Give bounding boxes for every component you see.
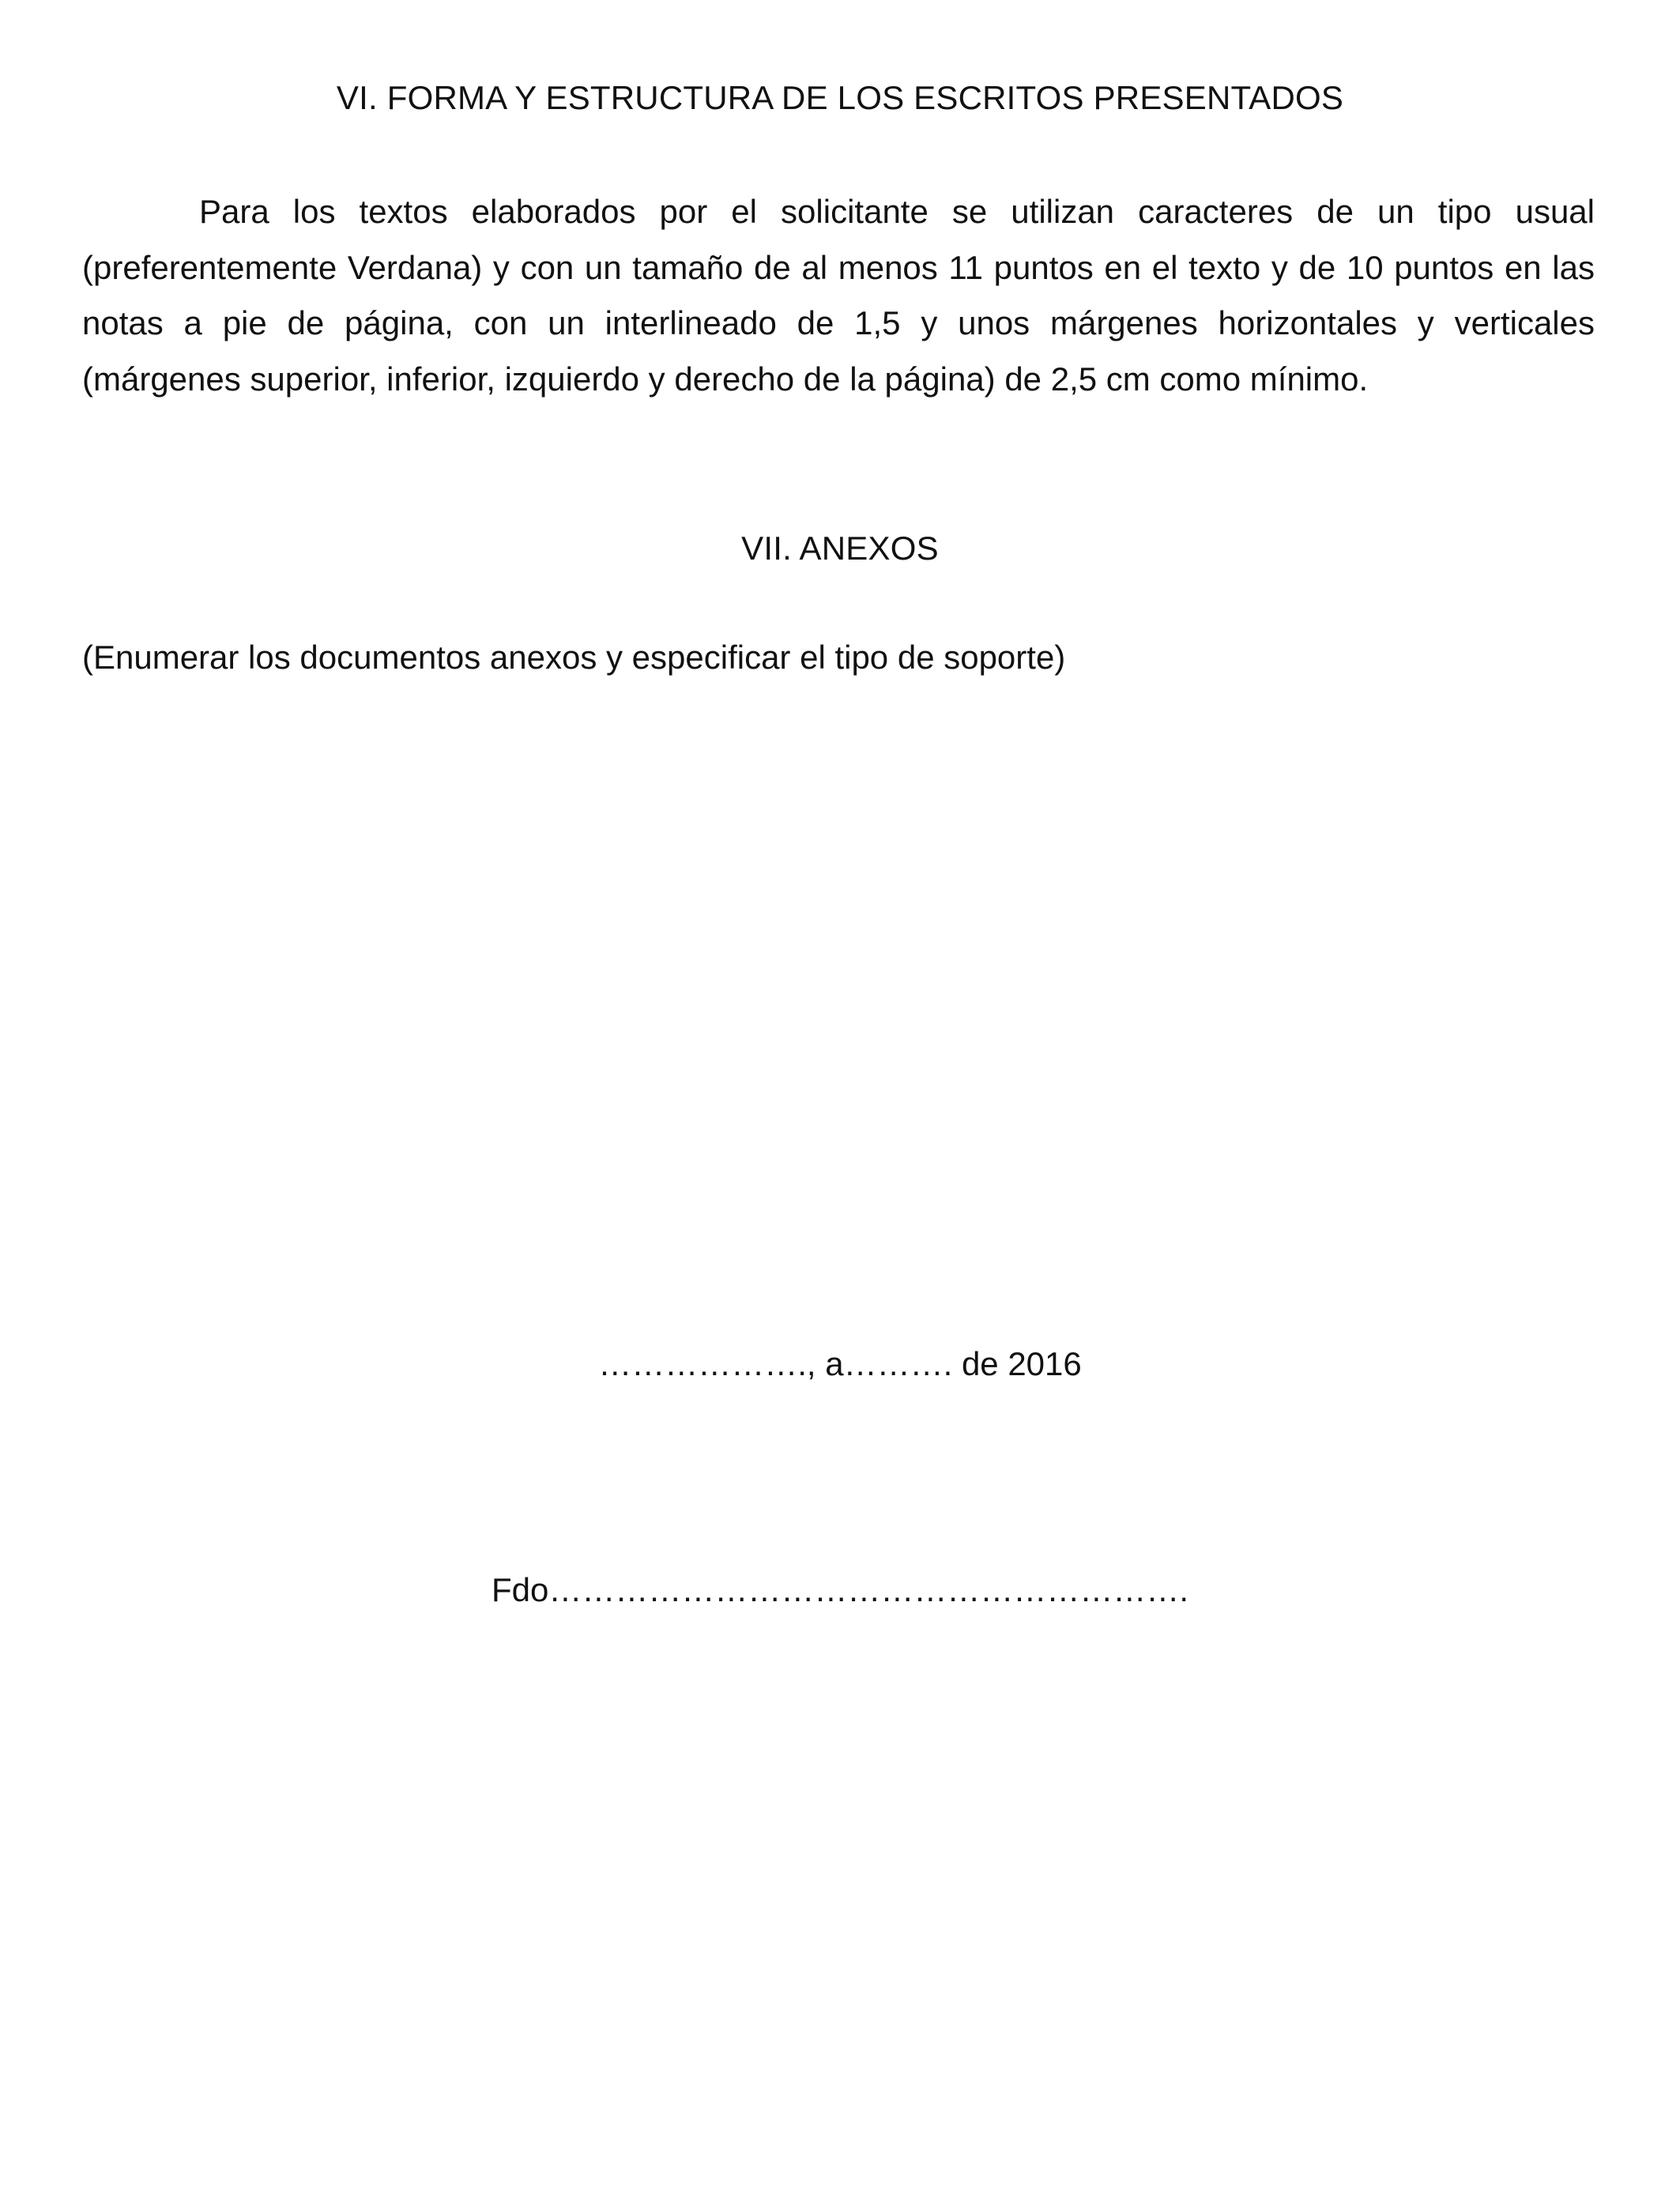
place-date-line: ………………., a………. de 2016 (598, 1345, 1082, 1382)
section-vi-paragraph: Para los textos elaborados por el solicitante se utilizan caracteres de un tipo usual (preferentemente Verdana) y con un tamaño de al menos 11 puntos en el texto y de 10 puntos en las notas a pie de página, con un interlineado de 1,5 y unos márgenes horizontales y verticales (márgenes superior, inferior, izquierdo y derecho de la página) de 2,5 cm como mínimo. (82, 193, 1595, 398)
section-vii-heading: VII. ANEXOS (741, 530, 939, 567)
annex-instruction-text: (Enumerar los documentos anexos y especificar el tipo de soporte) (82, 639, 1066, 676)
section-vi-heading: VI. FORMA Y ESTRUCTURA DE LOS ESCRITOS PRESENTADOS (336, 79, 1344, 116)
signature-line: Fdo…………………………………………………. (491, 1571, 1189, 1608)
